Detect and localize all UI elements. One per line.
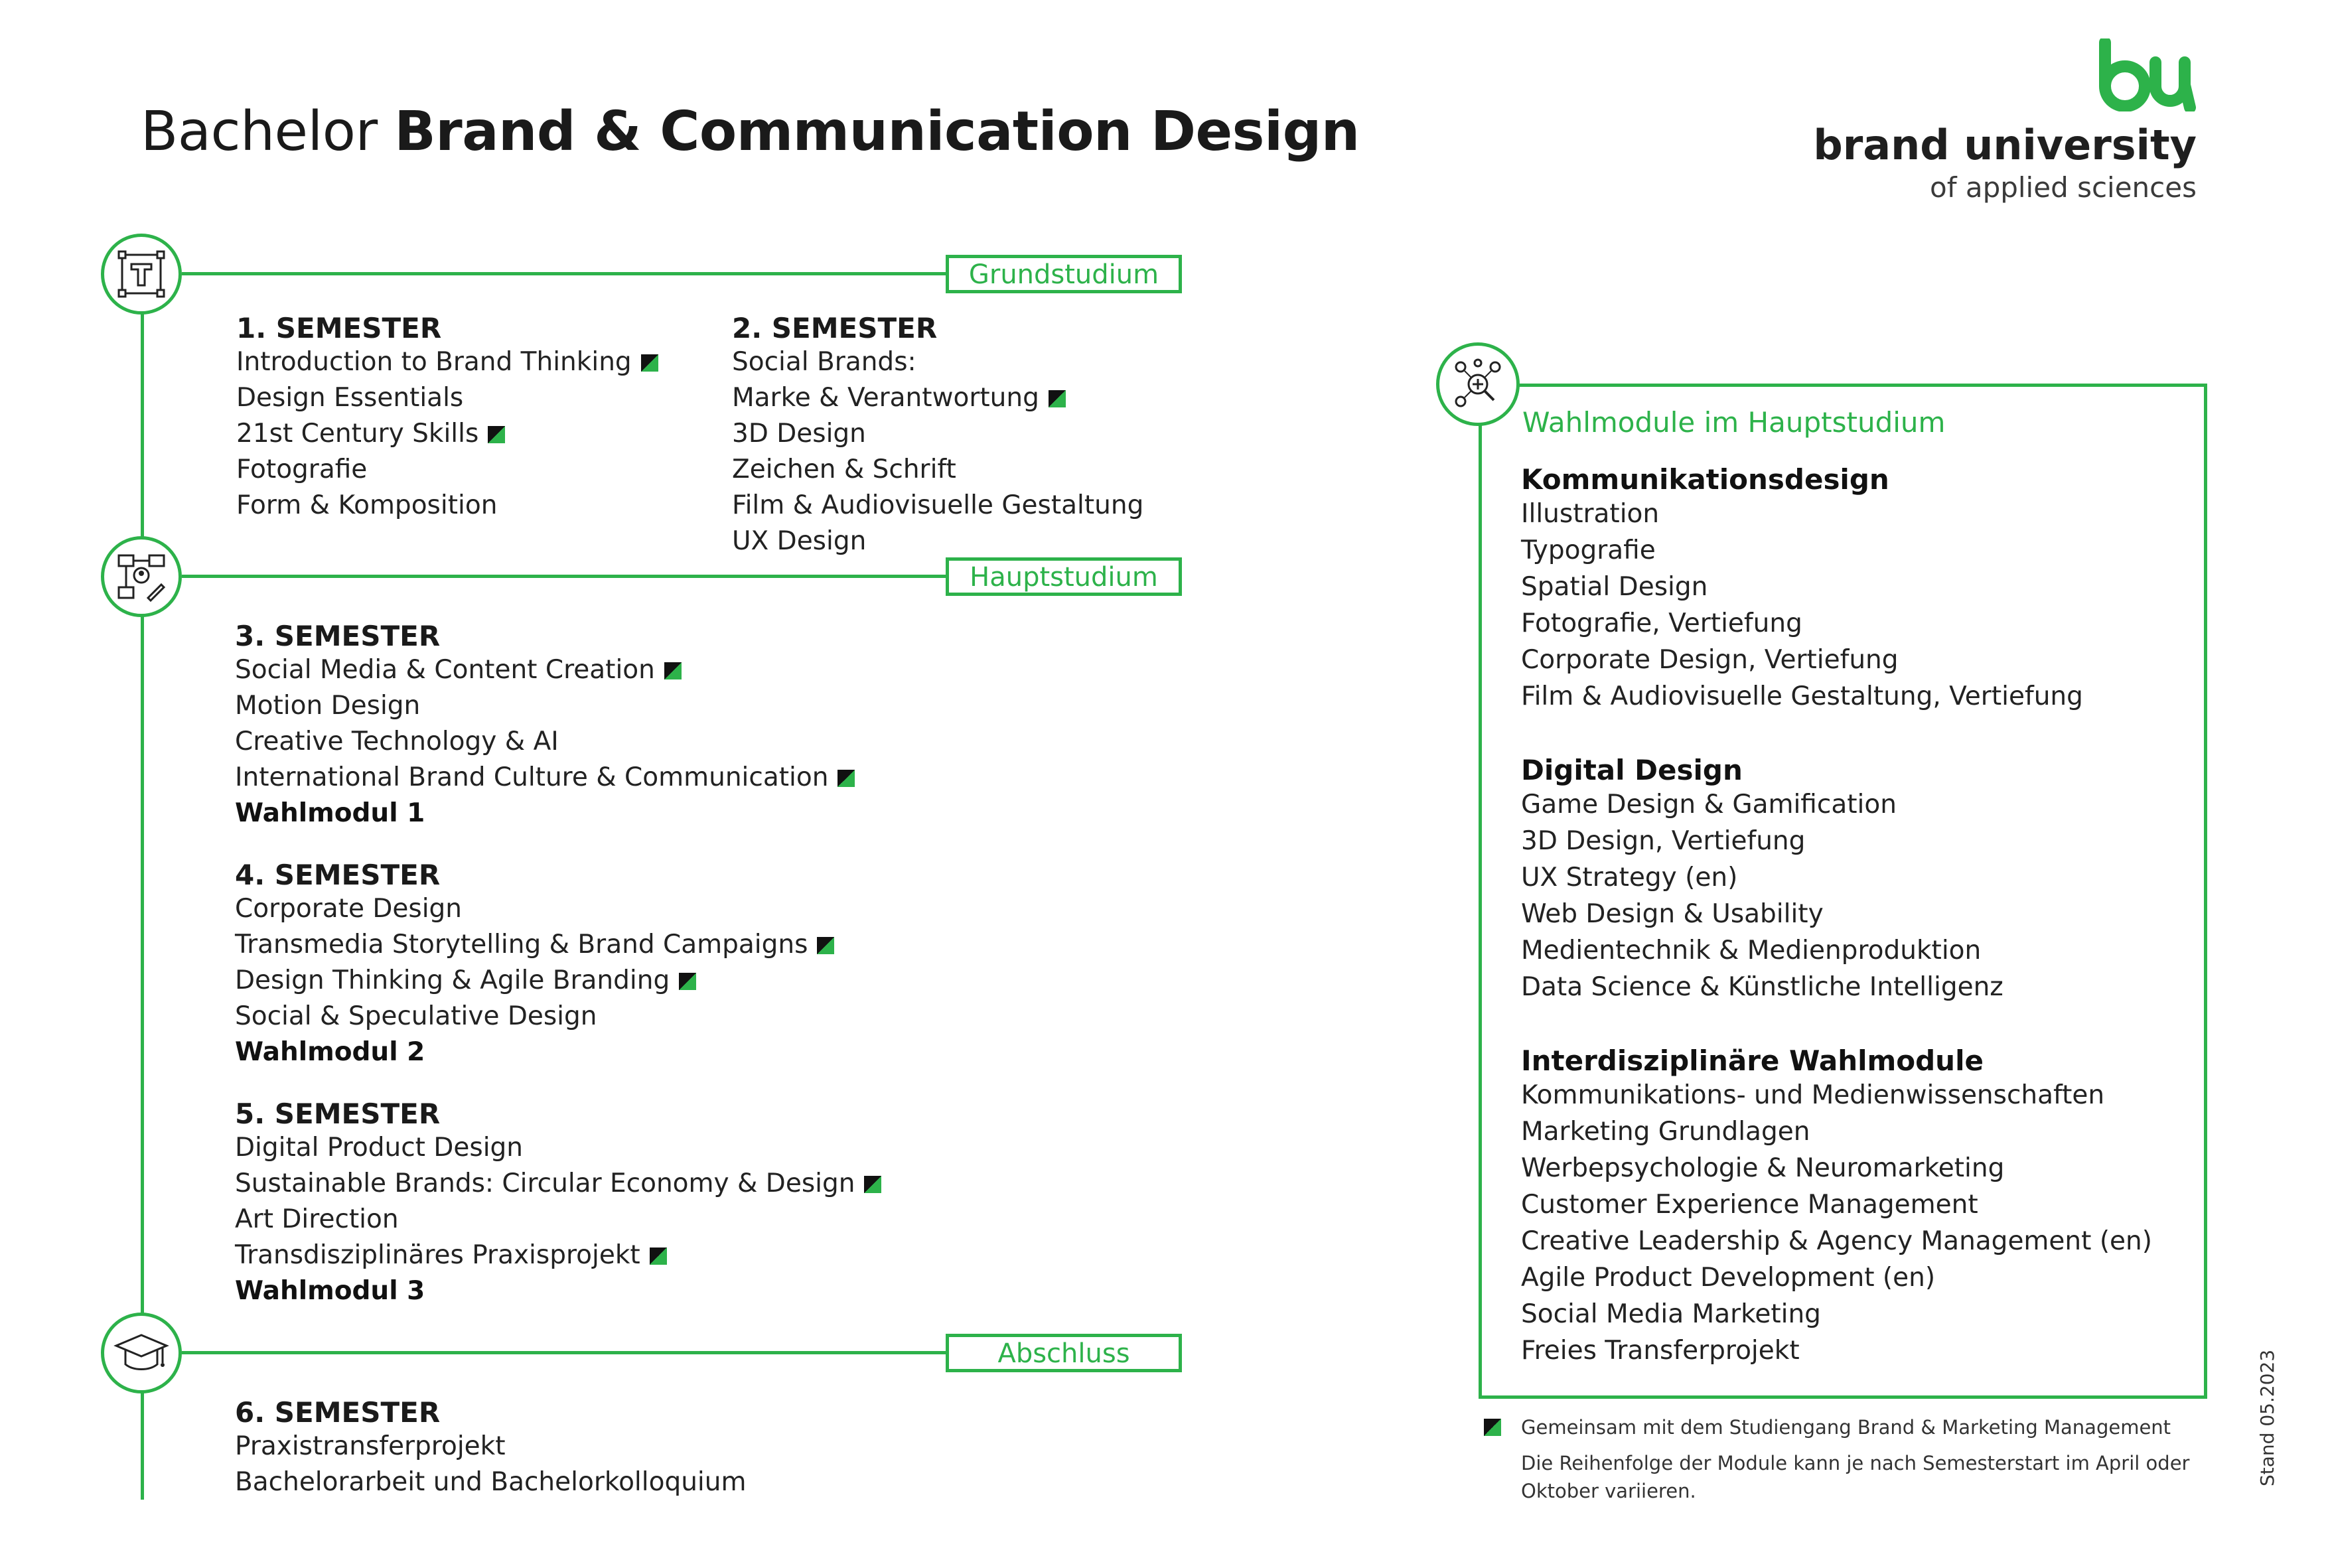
module-item (235, 1238, 881, 1273)
phase-grundstudium: Grundstudium (946, 255, 1182, 293)
module-item (235, 1429, 746, 1464)
semester-1 (236, 312, 658, 524)
phase-abschluss: Abschluss (946, 1334, 1182, 1372)
legend-text: Gemeinsam mit dem Studiengang Brand & Marketing Management (1521, 1416, 2171, 1439)
module-item (235, 724, 855, 760)
workflow-icon (115, 550, 168, 603)
module-label: 21st Century Skills (236, 419, 479, 449)
module-label: Corporate Design (235, 894, 463, 924)
version-stamp: Stand 05.2023 (2256, 1349, 2278, 1486)
module-label: Film & Audiovisuelle Gestaltung (732, 490, 1144, 520)
elective-item: Medientechnik & Medienproduktion (1521, 936, 1982, 965)
semester-title: 6. SEMESTER (235, 1396, 441, 1429)
module-item (732, 344, 1143, 380)
module-label: Transdisziplinäres Praxisprojekt (235, 1240, 640, 1270)
module-item (236, 416, 658, 452)
elective-group-heading: Interdisziplinäre Wahlmodule (1521, 1044, 1984, 1077)
module-item (235, 891, 834, 927)
shared-module-marker-icon (1049, 390, 1066, 407)
phase-hauptstudium: Hauptstudium (946, 557, 1182, 596)
logo-subtitle: of applied sciences (1930, 171, 2197, 204)
title-program: Brand & Communication Design (394, 100, 1360, 163)
elective-item: Spatial Design (1521, 572, 1708, 602)
elective-item: UX Strategy (en) (1521, 863, 1738, 892)
elective-item: Corporate Design, Vertiefung (1521, 645, 1899, 675)
module-item (236, 344, 658, 380)
module-item (732, 452, 1143, 488)
shared-module-marker-icon (641, 354, 658, 372)
module-label: 3D Design (732, 419, 866, 449)
shared-module-marker-icon (650, 1247, 667, 1265)
module-label: Introduction to Brand Thinking (236, 347, 632, 377)
elective-slot (235, 796, 855, 831)
module-list (235, 652, 855, 831)
semester-title: 2. SEMESTER (732, 312, 938, 344)
grundstudium-marker (101, 234, 182, 315)
module-label: Social Brands: (732, 347, 916, 377)
shared-module-marker-icon (1484, 1419, 1501, 1436)
module-label: Form & Komposition (236, 490, 498, 520)
order-note-line-2: Oktober variieren. (1521, 1480, 1696, 1502)
module-item (236, 452, 658, 488)
elective-slot (235, 1273, 881, 1309)
module-item (235, 652, 855, 688)
module-item (235, 963, 834, 999)
semester-2 (732, 312, 1143, 559)
elective-item: Werbepsychologie & Neuromarketing (1521, 1153, 2005, 1183)
module-label: Creative Technology & AI (235, 727, 559, 756)
electives-marker (1436, 342, 1520, 426)
graduation-cap-icon (113, 1330, 169, 1376)
module-item (732, 524, 1143, 559)
elective-item: Creative Leadership & Agency Management (en) (1521, 1226, 2152, 1256)
hauptstudium-marker (101, 536, 182, 617)
elective-item: Social Media Marketing (1521, 1299, 1821, 1329)
module-label: Transmedia Storytelling & Brand Campaigns (235, 930, 808, 960)
module-item (235, 927, 834, 963)
module-label: International Brand Culture & Communication (235, 762, 829, 792)
module-label: Motion Design (235, 691, 421, 721)
grundstudium-line (182, 272, 946, 275)
elective-item: Marketing Grundlagen (1521, 1117, 1810, 1147)
hauptstudium-line (182, 575, 946, 578)
module-item (235, 1166, 881, 1202)
elective-item: Film & Audiovisuelle Gestaltung, Vertiefung (1521, 681, 2083, 711)
module-label: Zeichen & Schrift (732, 455, 956, 484)
elective-slot (235, 1034, 834, 1070)
elective-group-kommunikationsdesign (1521, 463, 2083, 715)
module-item (732, 488, 1143, 524)
elective-item: Fotografie, Vertiefung (1521, 608, 1802, 638)
page-title (141, 100, 1360, 163)
elective-item: 3D Design, Vertiefung (1521, 826, 1806, 856)
elective-item: Game Design & Gamification (1521, 790, 1897, 820)
module-item (235, 688, 855, 724)
shared-module-marker-icon (817, 937, 834, 954)
order-note-line-1: Die Reihenfolge der Module kann je nach Semesterstart im April oder (1521, 1452, 2190, 1474)
abschluss-line (182, 1351, 946, 1354)
module-list (732, 344, 1143, 559)
module-item (732, 380, 1143, 416)
semester-6 (235, 1396, 746, 1500)
elective-item: Web Design & Usability (1521, 899, 1824, 929)
elective-group-interdisziplinaer (1521, 1044, 2152, 1369)
module-label: Design Thinking & Agile Branding (235, 965, 670, 995)
module-label: Design Essentials (236, 383, 464, 413)
elective-item: Freies Transferprojekt (1521, 1336, 1800, 1366)
module-label: Fotografie (236, 455, 368, 484)
module-label: Marke & Verantwortung (732, 383, 1039, 413)
typography-icon (115, 248, 167, 300)
module-label: Wahlmodul 1 (235, 798, 425, 828)
module-list (236, 344, 658, 524)
shared-module-marker-icon (864, 1176, 881, 1193)
elective-list (1521, 496, 2083, 715)
module-list (235, 1429, 746, 1500)
electives-title: Wahlmodule im Hauptstudium (1522, 406, 1946, 439)
elective-list (1521, 1077, 2152, 1369)
semester-title: 5. SEMESTER (235, 1098, 441, 1130)
module-label: Bachelorarbeit und Bachelorkolloquium (235, 1467, 747, 1497)
elective-item: Customer Experience Management (1521, 1190, 1978, 1220)
module-item (732, 416, 1143, 452)
shared-module-marker-icon (488, 426, 505, 443)
module-item (235, 760, 855, 796)
semester-title: 1. SEMESTER (236, 312, 442, 344)
module-label: Art Direction (235, 1204, 399, 1234)
semester-title: 4. SEMESTER (235, 859, 441, 891)
elective-item: Typografie (1521, 535, 1656, 565)
module-item (235, 1202, 881, 1238)
module-label: Wahlmodul 3 (235, 1276, 425, 1306)
module-item (236, 380, 658, 416)
module-label: Social & Speculative Design (235, 1001, 597, 1031)
module-item (235, 999, 834, 1034)
module-item (235, 1464, 746, 1500)
semester-title: 3. SEMESTER (235, 620, 441, 652)
module-label: UX Design (732, 526, 867, 556)
title-prefix: Bachelor (141, 100, 378, 163)
elective-group-heading: Digital Design (1521, 754, 1743, 786)
module-label: Sustainable Brands: Circular Economy & Design (235, 1169, 855, 1198)
logo-wordmark: brand university (1813, 121, 2197, 169)
module-label: Wahlmodul 2 (235, 1037, 425, 1067)
elective-item: Agile Product Development (en) (1521, 1263, 1936, 1293)
elective-item: Illustration (1521, 499, 1660, 529)
module-item (235, 1130, 881, 1166)
bu-logo-icon (2097, 38, 2197, 111)
module-label: Digital Product Design (235, 1133, 524, 1163)
network-search-icon (1451, 358, 1504, 411)
semester-5 (235, 1098, 881, 1309)
shared-module-marker-icon (679, 973, 696, 990)
semester-4 (235, 859, 834, 1070)
shared-module-marker-icon (837, 770, 855, 787)
module-list (235, 1130, 881, 1309)
module-label: Social Media & Content Creation (235, 655, 655, 685)
elective-group-heading: Kommunikationsdesign (1521, 463, 1889, 496)
shared-module-marker-icon (664, 662, 682, 679)
elective-item: Data Science & Künstliche Intelligenz (1521, 972, 2003, 1002)
elective-list (1521, 786, 2003, 1005)
module-list (235, 891, 834, 1070)
semester-3 (235, 620, 855, 831)
elective-group-digital-design (1521, 754, 2003, 1005)
module-label: Praxistransferprojekt (235, 1431, 506, 1461)
elective-item: Kommunikations- und Medienwissenschaften (1521, 1080, 2105, 1110)
abschluss-marker (101, 1313, 182, 1393)
module-item (236, 488, 658, 524)
